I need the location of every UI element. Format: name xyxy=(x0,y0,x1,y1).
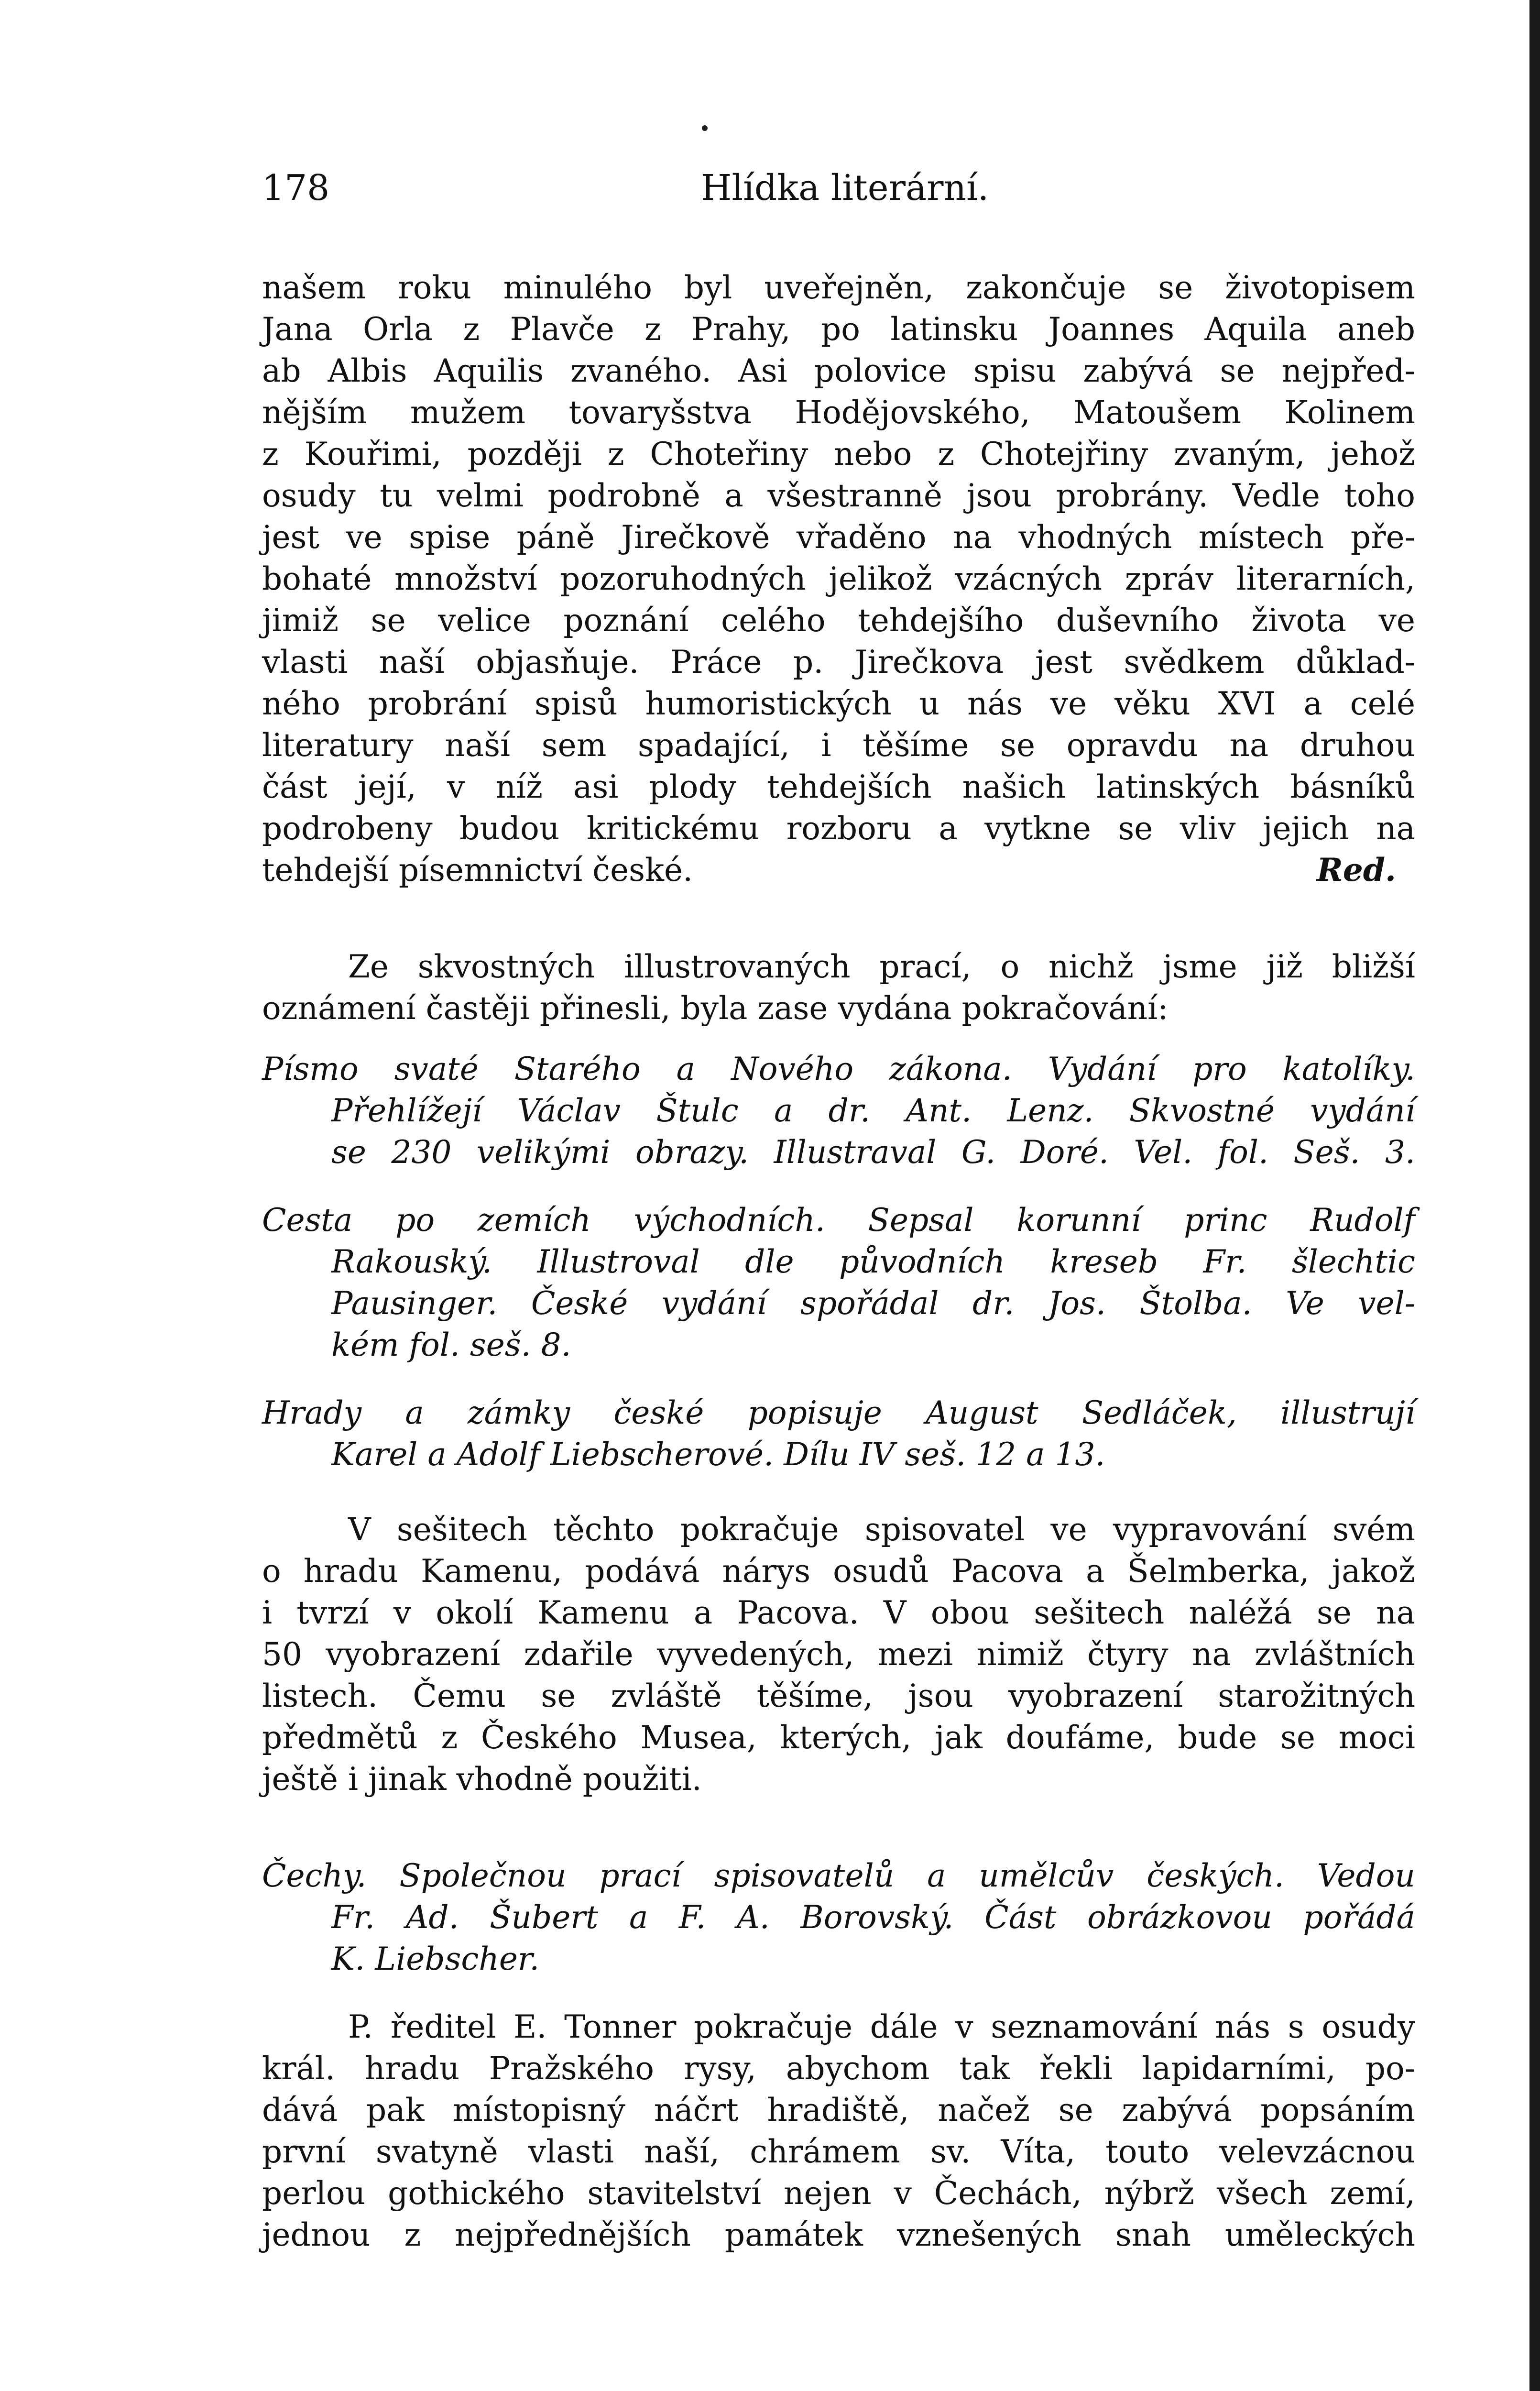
text-line: předmětů z Českého Musea, kterých, jak doufáme, bude se moci xyxy=(262,1719,1415,1756)
text-line: Cesta po zemích východních. Sepsal korunní princ Rudolf xyxy=(262,1202,1415,1239)
paragraph-continuation xyxy=(262,267,1415,891)
text-line: se 230 velikými obrazy. Illustraval G. Doré. Vel. fol. Seš. 3. xyxy=(331,1134,1415,1171)
text-line: kém fol. seš. 8. xyxy=(331,1327,571,1363)
bibliography-entry xyxy=(262,1392,1415,1475)
text-line: král. hradu Pražského rysy, abychom tak řekli lapidarními, po- xyxy=(262,2050,1415,2087)
text-line: tehdejší písemnictví české. xyxy=(262,852,693,888)
text-line: z Kouřimi, později z Choteřiny nebo z Chotejřiny zvaným, jehož xyxy=(262,436,1415,472)
text-line: K. Liebscher. xyxy=(331,1941,540,1977)
paragraph-description xyxy=(262,1509,1415,1800)
text-line: V sešitech těchto pokračuje spisovatel ve vypravování svém xyxy=(348,1511,1415,1548)
text-line: Písmo svaté Starého a Nového zákona. Vydání pro katolíky. xyxy=(262,1051,1415,1087)
running-head xyxy=(262,167,1429,220)
text-line: perlou gothického stavitelství nejen v Čechách, nýbrž všech zemí, xyxy=(262,2175,1415,2212)
bibliography-entry xyxy=(262,1199,1415,1366)
text-line: bohaté množství pozoruhodných jelikož vzácných zpráv literarních, xyxy=(262,560,1415,597)
text-line: Pausinger. České vydání spořádal dr. Jos. Štolba. Ve vel- xyxy=(331,1285,1415,1322)
text-line: Hrady a zámky české popisuje August Sedláček, illustrují xyxy=(262,1394,1415,1431)
text-line: vlasti naší objasňuje. Práce p. Jirečkova jest svědkem důklad- xyxy=(262,644,1415,680)
bibliography-entry xyxy=(262,1855,1415,1980)
text-line: Čechy. Společnou prací spisovatelů a umělcův českých. Vedou xyxy=(262,1857,1415,1894)
paragraph-intro xyxy=(262,946,1415,1029)
print-mark xyxy=(702,125,708,131)
text-line: 50 vyobrazení zdařile vyvedených, mezi nimiž čtyry na zvláštních xyxy=(262,1636,1415,1673)
text-line: Jana Orla z Plavče z Prahy, po latinsku Joannes Aquila aneb xyxy=(262,311,1415,348)
text-line: Rakouský. Illustroval dle původních kreseb Fr. šlechtic xyxy=(331,1243,1415,1280)
text-line: první svatyně vlasti naší, chrámem sv. Víta, touto velevzácnou xyxy=(262,2133,1415,2170)
running-title: Hlídka literární. xyxy=(701,167,989,208)
text-line: našem roku minulého byl uveřejněn, zakončuje se životopisem xyxy=(262,269,1415,306)
text-line: listech. Čemu se zvláště těšíme, jsou vyobrazení starožitných xyxy=(262,1678,1415,1714)
text-line: P. ředitel E. Tonner pokračuje dále v seznamování nás s osudy xyxy=(348,2008,1415,2045)
page-number: 178 xyxy=(262,167,330,208)
bibliography-entry xyxy=(262,1048,1415,1173)
text-line: ještě i jinak vhodně použiti. xyxy=(262,1761,702,1798)
scan-border xyxy=(1529,0,1540,2391)
text-line: osudy tu velmi podrobně a všestranně jsou probrány. Vedle toho xyxy=(262,477,1415,514)
text-line: jednou z nejpřednějších památek vznešených snah uměleckých xyxy=(262,2216,1415,2253)
text-line: ného probrání spisů humoristických u nás ve věku XVI a celé xyxy=(262,685,1415,722)
text-line: část její, v níž asi plody tehdejších našich latinských básníků xyxy=(262,768,1415,805)
signature-line xyxy=(262,849,1415,891)
paragraph-review xyxy=(262,2006,1415,2256)
text-line: oznámení častěji přinesli, byla zase vydána pokračování: xyxy=(262,990,1169,1027)
text-line: o hradu Kamenu, podává nárys osudů Pacova a Šelmberka, jakož xyxy=(262,1553,1415,1590)
text-line: i tvrzí v okolí Kamenu a Pacova. V obou sešitech naléžá se na xyxy=(262,1594,1415,1631)
page-body xyxy=(262,267,1415,2256)
text-line: literatury naší sem spadající, i těšíme se opravdu na druhou xyxy=(262,727,1415,764)
text-line: Karel a Adolf Liebscherové. Dílu IV seš. 12 a 13. xyxy=(331,1436,1105,1473)
text-line: Ze skvostných illustrovaných prací, o nichž jsme již bližší xyxy=(348,948,1415,985)
text-line: Přehlížejí Václav Štulc a dr. Ant. Lenz. Skvostné vydání xyxy=(331,1092,1415,1129)
signature: Red. xyxy=(1317,851,1396,888)
text-line: ab Albis Aquilis zvaného. Asi polovice spisu zabývá se nejpřed- xyxy=(262,352,1415,389)
text-line: jest ve spise páně Jirečkově vřaděno na vhodných místech pře- xyxy=(262,519,1415,556)
text-line: podrobeny budou kritickému rozboru a vytkne se vliv jejich na xyxy=(262,810,1415,847)
text-line: jimiž se velice poznání celého tehdejšího duševního života ve xyxy=(262,602,1415,639)
text-line: nějším mužem tovaryšstva Hodějovského, Matoušem Kolinem xyxy=(262,394,1415,431)
text-line: dává pak místopisný náčrt hradiště, načež se zabývá popsáním xyxy=(262,2092,1415,2128)
text-line: Fr. Ad. Šubert a F. A. Borovský. Část obrázkovou pořádá xyxy=(331,1899,1415,1936)
